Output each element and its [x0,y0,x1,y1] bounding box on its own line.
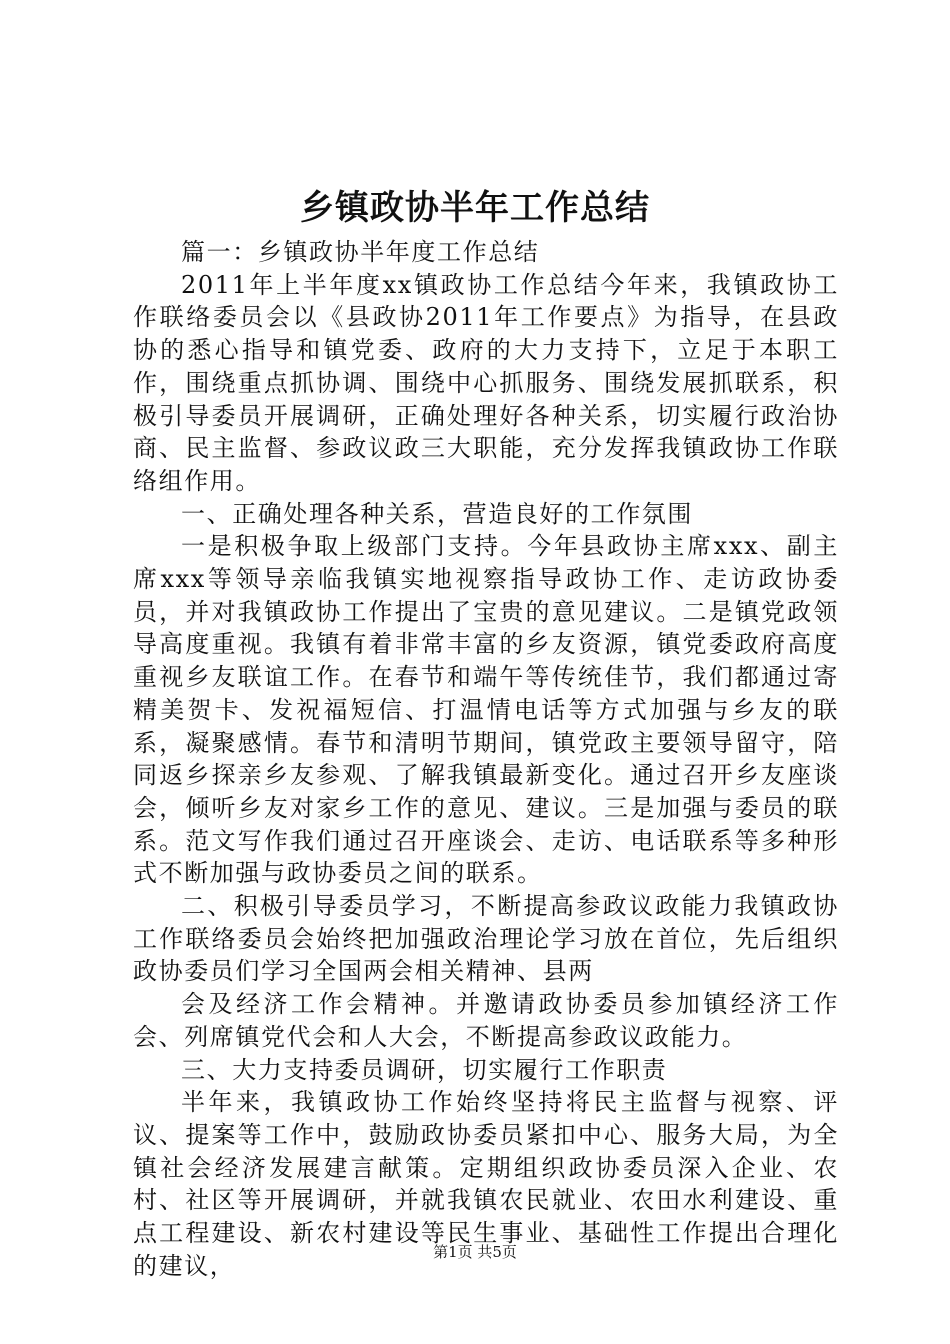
paragraph: 一是积极争取上级部门支持。今年县政协主席xxx、副主席xxx等领导亲临我镇实地视察指导政协工作、走访政协委员，并对我镇政协工作提出了宝贵的意见建议。二是镇党政领导高度重视。我镇有着非常丰富的乡友资源，镇党委政府高度重视乡友联谊工作。在春节和端午等传统佳节，我们都通过寄精美贺卡、发祝福短信、打温情电话等方式加强与乡友的联系，凝聚感情。春节和清明节期间，镇党政主要领导留守，陪同返乡探亲乡友参观、了解我镇最新变化。通过召开乡友座谈会，倾听乡友对家乡工作的意见、建议。三是加强与委员的联系。范文写作我们通过召开座谈会、走访、电话联系等多种形式不断加强与政协委员之间的联系。 [133,532,839,888]
document-title: 乡镇政协半年工作总结 [300,188,650,228]
page-footer: 第1页 共5页 [433,1243,517,1261]
paragraph: 2011年上半年度xx镇政协工作总结今年来，我镇政协工作联络委员会以《县政协2011年工作要点》为指导，在县政协的悉心指导和镇党委、政府的大力支持下，立足于本职工作，围绕重点抓协调、围绕中心抓服务、围绕发展抓联系，积极引导委员开展调研，正确处理好各种关系，切实履行政治协商、民主监督、参政议政三大职能，充分发挥我镇政协工作联络组作用。 [133,270,839,495]
paragraph: 半年来，我镇政协工作始终坚持将民主监督与视察、评议、提案等工作中，鼓励政协委员紧扣中心、服务大局，为全镇社会经济发展建言献策。定期组织政协委员深入企业、农村、社区等开展调研，并就我镇农民就业、农田水利建设、重点工程建设、新农村建设等民生事业、基础性工作提出合理化的建议， [133,1088,839,1280]
paragraph: 三、大力支持委员调研，切实履行工作职责 [181,1055,668,1084]
paragraph: 会及经济工作会精神。并邀请政协委员参加镇经济工作会、列席镇党代会和人大会，不断提高参政议政能力。 [133,990,839,1051]
paragraph: 一、正确处理各种关系，营造良好的工作氛围 [181,499,693,528]
paragraph: 二、积极引导委员学习，不断提高参政议政能力我镇政协工作联络委员会始终把加强政治理论学习放在首位，先后组织政协委员们学习全国两会相关精神、县两 [133,892,839,986]
document-body [133,236,839,1283]
paragraph: 篇一：乡镇政协半年度工作总结 [181,238,540,266]
